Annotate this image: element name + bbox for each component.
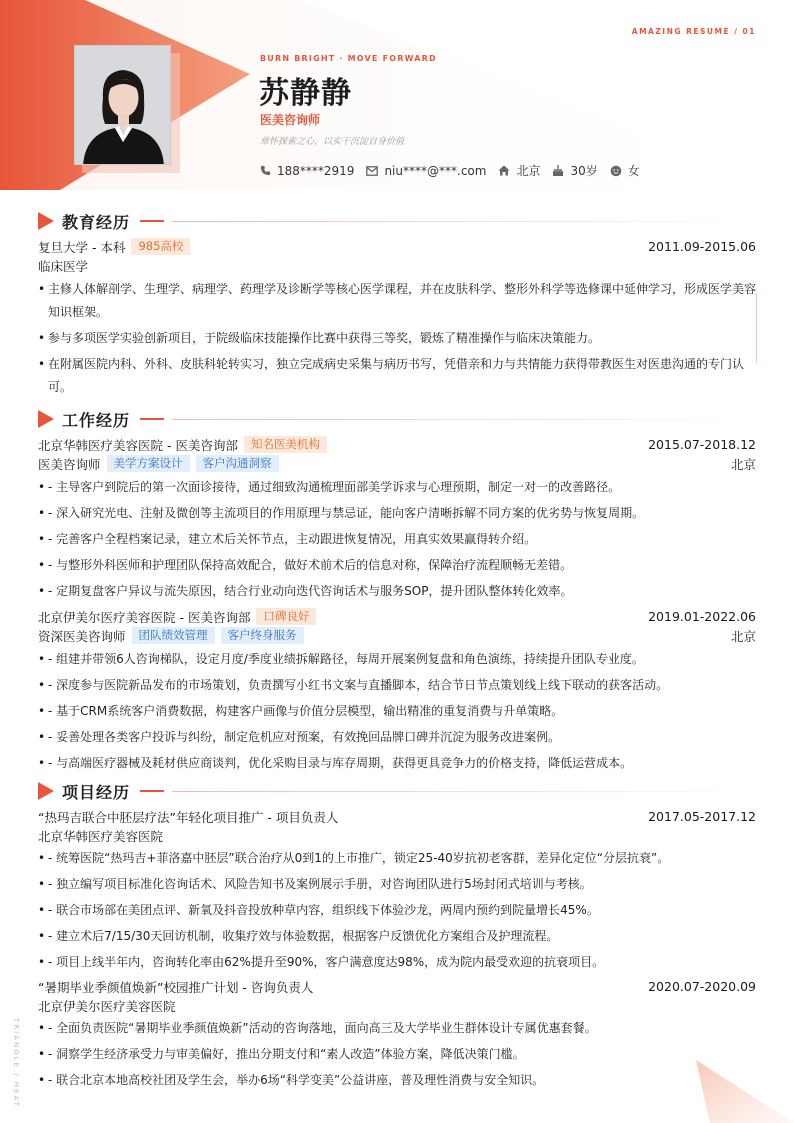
job-date: 2019.01-2022.06 [648, 609, 756, 624]
contact-email [366, 164, 486, 178]
candidate-name: 苏静静 [259, 76, 352, 111]
job-position: 资深医美咨询师 [38, 628, 126, 644]
decorative-rule [756, 293, 757, 363]
bullet-item: • - 独立编写项目标准化咨询话术、风险告知书及案例展示手册，对咨询团队进行5场封闭式培训与考核。 [38, 873, 756, 896]
bullet-item: • 参与多项医学实验创新项目，于院级临床技能操作比赛中获得三等奖，锻炼了精准操作与临床决策能力。 [38, 327, 756, 350]
section-divider [172, 221, 756, 222]
project-name-row [38, 807, 756, 826]
job-bullets [38, 476, 756, 603]
job-org-tag: 知名医美机构 [244, 436, 327, 453]
project-bullets [38, 1017, 756, 1092]
triangle-icon [38, 410, 54, 428]
resume-header [0, 0, 794, 190]
job-org-row [38, 607, 756, 626]
bullet-item: • - 主导客户到院后的第一次面诊接待，通过细致沟通梳理面部美学诉求与心理预期，制定一对一的改善路径。 [38, 476, 756, 499]
bullet-item: • - 深度参与医院新品发布的市场策划，负责撰写小红书文案与直播脚本，结合节日节点策划线上线下联动的获客活动。 [38, 674, 756, 697]
section-divider [172, 791, 756, 792]
face-icon [610, 165, 622, 177]
profile-photo [74, 45, 171, 165]
bullet-item: • - 洞察学生经济承受力与审美偏好，推出分期支付和“素人改造”体验方案，降低决策门槛。 [38, 1043, 756, 1066]
bullet-item: • - 组建并带领6人咨询梯队，设定月度/季度业绩拆解路径，每周开展案例复盘和角色演练，持续提升团队专业度。 [38, 648, 756, 671]
project-org-row [38, 996, 756, 1015]
project-entry [38, 977, 756, 1092]
skill-tag: 美学方案设计 [107, 455, 190, 472]
education-section [38, 210, 756, 399]
work-section [38, 408, 756, 775]
project-name: “暑期毕业季颜值焕新”校园推广计划 - 咨询负责人 [38, 979, 314, 995]
phone-number: 188****2919 [277, 163, 355, 178]
age: 30岁 [570, 164, 598, 178]
bullet-item: • - 建立术后7/15/30天回访机制，收集疗效与体验数据，根据客户反馈优化方案组合及护理流程。 [38, 925, 756, 948]
job-org: 北京华韩医疗美容医院 - 医美咨询部 [38, 437, 238, 453]
project-name: “热玛吉联合中胚层疗法”年轻化项目推广 - 项目负责人 [38, 809, 339, 825]
skill-tag: 客户终身服务 [221, 627, 304, 644]
bullet-item: • - 统筹医院“热玛吉+菲洛嘉中胚层”联合治疗从0到1的上市推广，锁定25-40岁抗初老客群，差异化定位“分层抗衰”。 [38, 847, 756, 870]
job-entry [38, 435, 756, 603]
bullet-item: • - 联合市场部在美团点评、新氧及抖音投放种草内容，组织线下体验沙龙，两周内预约到院量增长45%。 [38, 899, 756, 922]
bullet-item: • - 定期复盘客户异议与流失原因，结合行业动向迭代咨询话术与服务SOP，提升团队整体转化效率。 [38, 580, 756, 603]
candidate-role: 医美咨询师 [260, 113, 321, 127]
corner-triangle-decor [690, 1060, 794, 1123]
candidate-motto: 常怀探索之心，以实干沉淀自身价值 [260, 137, 405, 147]
job-org: 北京伊美尔医疗美容医院 - 医美咨询部 [38, 609, 251, 625]
contact-phone [260, 164, 354, 178]
education-row [38, 237, 756, 256]
contact-city [498, 162, 540, 179]
side-decor-text: TRIANGLE / HEAT [12, 1018, 20, 1108]
triangle-icon [38, 782, 54, 800]
section-dash [140, 790, 164, 792]
job-position: 医美咨询师 [38, 456, 101, 472]
section-header [38, 780, 756, 802]
project-name-row [38, 977, 756, 996]
school-tag: 985高校 [131, 238, 190, 255]
gender: 女 [627, 164, 640, 178]
phone-icon [260, 165, 271, 176]
project-org: 北京华韩医疗美容医院 [38, 828, 164, 844]
city: 北京 [516, 164, 541, 178]
project-bullets [38, 847, 756, 974]
project-date: 2017.05-2017.12 [648, 809, 756, 824]
bullet-item: • - 项目上线半年内，咨询转化率由62%提升至90%，客户满意度达98%，成为院内最受欢迎的抗衰项目。 [38, 951, 756, 974]
skill-tag: 团队绩效管理 [132, 627, 215, 644]
section-divider [172, 419, 756, 420]
bullet-item: • - 与高端医疗器械及耗材供应商谈判，优化采购目录与库存周期，获得更具竞争力的价格支持，降低运营成本。 [38, 752, 756, 775]
major: 临床医学 [38, 258, 89, 274]
section-dash [140, 220, 164, 222]
bullet-item: • - 基于CRM系统客户消费数据，构建客户画像与价值分层模型，输出精准的重复消费与升单策略。 [38, 700, 756, 723]
job-entry [38, 607, 756, 775]
bullet-item: • 在附属医院内科、外科、皮肤科轮转实习，独立完成病史采集与病历书写，凭借亲和力与共情能力获得带教医生对医患沟通的专门认可。 [38, 353, 756, 399]
job-position-row [38, 626, 756, 645]
contact-age [552, 162, 597, 179]
education-bullets [38, 278, 756, 399]
bullet-item: • - 妥善处理各类客户投诉与纠纷，制定危机应对预案，有效挽回品牌口碑并沉淀为服务改进案例。 [38, 726, 756, 749]
home-icon [498, 165, 510, 176]
project-org: 北京伊美尔医疗美容医院 [38, 998, 176, 1014]
project-date: 2020.07-2020.09 [648, 979, 756, 994]
major-row [38, 256, 756, 275]
slogan: BURN BRIGHT · MOVE FORWARD [260, 54, 437, 63]
bullet-item: • - 联合北京本地高校社团及学生会，举办6场“科学变美”公益讲座，普及理性消费与安全知识。 [38, 1069, 756, 1092]
contact-info [260, 162, 652, 179]
bullet-item: • - 深入研究光电、注射及微创等主流项目的作用原理与禁忌证，能向客户清晰拆解不同方案的优劣势与恢复周期。 [38, 502, 756, 525]
job-bullets [38, 648, 756, 775]
job-city: 北京 [730, 628, 756, 644]
school-name: 复旦大学 - 本科 [38, 239, 126, 255]
bullet-item: • - 全面负责医院“暑期毕业季颜值焕新”活动的咨询落地，面向高三及大学毕业生群体设计专属优惠套餐。 [38, 1017, 756, 1040]
education-date: 2011.09-2015.06 [648, 239, 756, 254]
triangle-icon [38, 212, 54, 230]
bullet-item: • 主修人体解剖学、生理学、病理学、药理学及诊断学等核心医学课程，并在皮肤科学、整形外科学等选修课中延伸学习，形成医学美容知识框架。 [38, 278, 756, 324]
project-org-row [38, 826, 756, 845]
job-position-row [38, 454, 756, 473]
bullet-item: • - 与整形外科医师和护理团队保持高效配合，做好术前术后的信息对称，保障治疗流程顺畅无差错。 [38, 554, 756, 577]
job-date: 2015.07-2018.12 [648, 437, 756, 452]
section-title: 工作经历 [62, 410, 131, 430]
job-org-tag: 口碑良好 [256, 608, 316, 625]
mail-icon [366, 166, 378, 176]
skill-tag: 客户沟通洞察 [196, 455, 279, 472]
project-entry [38, 807, 756, 974]
job-org-row [38, 435, 756, 454]
section-title: 项目经历 [62, 782, 131, 802]
bullet-item: • - 完善客户全程档案记录，建立术后关怀节点，主动跟进恢复情况，用真实效果赢得转介绍。 [38, 528, 756, 551]
section-header [38, 408, 756, 430]
section-dash [140, 418, 164, 420]
contact-gender [610, 162, 640, 179]
projects-section [38, 780, 756, 1092]
section-header [38, 210, 756, 232]
section-title: 教育经历 [62, 212, 131, 232]
email-address: niu****@***.com [384, 163, 487, 178]
job-city: 北京 [730, 456, 756, 472]
resume-tagline: AMAZING RESUME / 01 [631, 27, 756, 36]
cake-icon [552, 165, 564, 177]
